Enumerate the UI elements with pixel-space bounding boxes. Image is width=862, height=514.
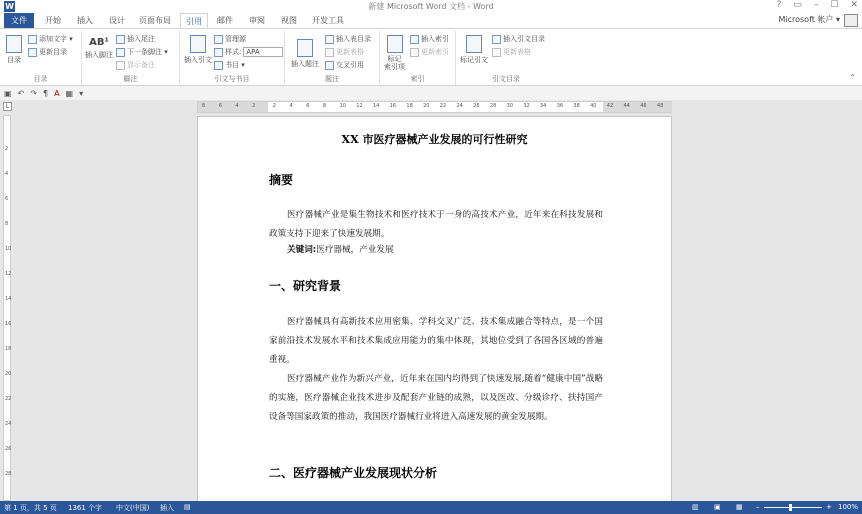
ruler-tick: 22 [5,396,12,402]
ruler-tick: 28 [5,471,12,477]
ruler-tick: 48 [656,103,664,109]
document-title: XX 市医疗器械产业发展的可行性研究 [341,133,528,146]
web-layout-icon[interactable]: ▦ [736,503,743,511]
style-icon [214,48,223,57]
keywords-line [287,243,394,255]
footnote-icon: AB¹ [89,37,109,48]
tab-references[interactable]: 引用 [180,13,208,29]
tab-developer[interactable]: 开发工具 [312,16,344,25]
ruler-tick: 2 [5,146,9,152]
font-color-icon[interactable]: A [54,88,60,98]
tab-selector[interactable]: L [3,102,12,111]
mark-citation-icon [466,35,482,53]
group-label: 题注 [325,75,339,83]
avatar[interactable] [844,14,858,27]
table-icon[interactable]: ▦ [65,88,74,98]
insert-endnote-button[interactable]: 插入尾注 [116,34,155,44]
insert-table-of-figures-button[interactable]: 插入表目录 [325,34,371,44]
ruler-tick: 6 [306,103,310,109]
group-toc [0,31,82,85]
insert-mode[interactable]: 插入 [160,504,174,512]
insert-toa-button[interactable]: 插入引文目录 [492,34,545,44]
manage-sources-button[interactable]: 管理源 [214,34,246,44]
ribbon-tabs [0,13,862,28]
update-table-icon [325,48,334,57]
group-footnotes [82,31,180,85]
ruler-tick: 8 [5,221,9,227]
section1-paragraph-2: 医疗器械产业作为新兴产业，近年来在国内均得到了快速发展,随着“健康中国”战略的实施，医疗器械企业技术进步及配套产业链的成熟，以及医改、分级诊疗、扶持国产设备等国家政策的推动，我国医疗器械行业将进入高速发展的黄金发展期。 [269,374,603,422]
tab-mailings[interactable]: 邮件 [217,16,233,25]
ruler-tick: 4 [289,103,293,109]
group-label: 目录 [33,75,48,83]
insert-index-icon [410,35,419,44]
mark-citation-button[interactable]: 标记引文 [460,35,488,65]
zoom-slider[interactable] [764,507,822,508]
document-page[interactable] [197,116,672,506]
update-toc-button[interactable]: 更新目录 [28,47,67,57]
ruler-tick: 4 [235,103,239,109]
section2-heading: 二、医疗器械产业发展现状分析 [269,466,438,480]
account-menu[interactable]: Microsoft 帐户 ▾ [778,15,840,24]
ruler-tick: 8 [202,103,206,109]
macro-icon[interactable]: ▤ [184,503,191,511]
style-selector[interactable]: 样式: APA [214,47,283,57]
bibliography-icon [214,61,223,70]
ruler-tick: 36 [556,103,564,109]
group-label: 引文与书目 [214,75,250,83]
ruler-tick: 4 [5,171,9,177]
group-captions [285,31,380,85]
page-count[interactable]: 第 1 页，共 5 页 [4,504,57,512]
mark-entry-icon [387,35,403,53]
update-toa-button[interactable]: 更新表格 [492,47,531,57]
style-dropdown[interactable]: APA [243,47,283,57]
group-label: 索引 [410,75,425,83]
zoom-level[interactable]: 100% [838,503,859,511]
title-bar [0,0,862,13]
group-citations [180,31,285,85]
ruler-tick: 42 [606,103,614,109]
toc-icon [6,35,22,53]
zoom-slider-thumb[interactable] [789,504,792,511]
tab-file[interactable]: 文件 [4,13,34,28]
ruler-tick: 2 [252,103,256,109]
close-icon[interactable]: ✕ [850,0,858,10]
next-footnote-icon [116,48,125,57]
ruler-tick: 46 [640,103,647,109]
print-layout-icon[interactable]: ▣ [714,503,721,511]
ruler-tick: 24 [5,421,12,427]
section1-paragraph-1: 医疗器械具有高新技术应用密集、学科交叉广泛、技术集成融合等特点，是一个国家前沿技术发展水平和技术集成应用能力的集中体现，其地位受到了各国各区域的普遍重视。 [269,317,603,365]
show-notes-icon [116,61,125,70]
manage-sources-icon [214,35,223,44]
cross-reference-button[interactable]: 交叉引用 [325,60,364,70]
ruler-tick: 14 [5,296,12,302]
window-title: 新建 Microsoft Word 文档 - Word [368,2,494,11]
zoom-in-icon[interactable]: + [826,503,832,511]
ruler-tick: 10 [339,103,346,109]
word-count[interactable]: 1361 个字 [68,504,103,512]
update-index-icon [410,48,419,57]
ruler-tick: 20 [423,103,430,109]
ruler-tick: 44 [623,103,630,109]
update-index-button[interactable]: 更新索引 [410,47,449,57]
customize-qat-icon[interactable]: ▾ [79,88,84,98]
add-text-button[interactable]: 添加文字 ▾ [28,34,73,44]
ruler-tick: 16 [5,321,12,327]
zoom-out-icon[interactable]: – [756,503,760,511]
update-table-button[interactable]: 更新表格 [325,47,364,57]
citation-icon [190,35,206,53]
ruler-tick: 18 [5,346,12,352]
insert-index-button[interactable]: 插入索引 [410,34,449,44]
ruler-tick: 10 [5,246,12,252]
ruler-tick: 38 [573,103,580,109]
tab-home[interactable]: 开始 [45,16,61,25]
ruler-tick: 6 [5,196,9,202]
ribbon-references [0,28,862,86]
ruler-tick: 16 [389,103,397,109]
update-toa-icon [492,48,501,57]
horizontal-ruler[interactable] [197,101,672,113]
ruler-tick: 8 [322,103,327,109]
tab-review[interactable]: 审阅 [249,16,265,25]
ribbon-display-icon[interactable]: ▭ [793,0,802,10]
ruler-tick: 2 [272,103,276,109]
read-mode-icon[interactable]: ▥ [692,503,699,511]
ruler-tick: 24 [456,103,463,109]
insert-toa-icon [492,35,501,44]
vertical-ruler[interactable] [3,115,11,501]
group-index [380,31,456,85]
toc-button[interactable]: 目录 [6,35,22,65]
ruler-tick: 12 [356,103,363,109]
next-footnote-button[interactable]: 下一条脚注 ▾ [116,47,168,57]
word-app-icon[interactable]: W [5,2,14,11]
ruler-tick: 30 [506,103,513,109]
language-indicator[interactable]: 中文(中国) [116,504,150,512]
caption-icon [297,39,313,57]
keywords-value: 医疗器械，产业发展 [316,245,394,255]
undo-icon[interactable]: ↶ [17,88,25,98]
save-icon[interactable]: ▣ [4,88,12,98]
tab-design[interactable]: 设计 [109,16,125,25]
insert-caption-button[interactable]: 插入题注 [291,39,319,69]
group-table-of-authorities [456,31,556,85]
group-label: 引文目录 [492,75,520,83]
ruler-tick: 28 [489,103,497,109]
minimize-icon[interactable]: – [813,0,819,10]
ruler-tick: 20 [5,371,12,377]
ruler-tick: 26 [5,446,12,452]
insert-footnote-button[interactable]: AB¹ 插入脚注 [85,37,113,59]
ruler-tick: 12 [5,271,12,277]
left-margin-area [198,102,268,112]
help-icon[interactable]: ? [776,0,782,10]
keywords-label: 关键词: [287,245,317,255]
ruler-tick: 34 [540,103,547,109]
add-text-icon [28,35,37,44]
section1-heading: 一、研究背景 [269,279,342,293]
ruler-tick: 32 [523,103,530,109]
status-bar [0,501,862,514]
ruler-tick: 40 [590,103,597,109]
ruler-tick: 14 [373,103,380,109]
show-notes-button[interactable]: 显示备注 [116,60,155,70]
table-of-figures-icon [325,35,334,44]
maximize-icon[interactable]: ☐ [830,0,839,10]
tab-page-layout[interactable]: 页面布局 [139,16,171,25]
tab-insert[interactable]: 插入 [77,16,93,25]
cross-reference-icon [325,61,334,70]
window-controls [777,0,858,10]
bibliography-button[interactable]: 书目 ▾ [214,60,245,70]
abstract-paragraph: 医疗器械产业是集生物技术和医疗技术于一身的高技术产业，近年来在科技发展和政策支持下迎来了快速发展期。 [269,210,603,239]
group-label: 脚注 [123,75,138,83]
ruler-tick: 22 [439,103,447,109]
update-icon [28,48,37,57]
ruler-tick: 26 [473,103,480,109]
quick-access-toolbar [0,86,862,100]
ruler-tick: 18 [406,103,413,109]
tab-view[interactable]: 视图 [281,16,297,25]
endnote-icon [116,35,125,44]
ruler-tick: 6 [218,103,222,109]
redo-icon[interactable]: ↷ [30,88,37,98]
collapse-ribbon-icon[interactable]: ⌃ [849,73,856,82]
abstract-heading: 摘要 [269,173,294,187]
insert-citation-button[interactable]: 插入引文 [184,35,212,65]
paragraph-icon[interactable]: ¶ [42,88,49,98]
mark-entry-button[interactable]: 标记 索引项 [384,35,405,71]
